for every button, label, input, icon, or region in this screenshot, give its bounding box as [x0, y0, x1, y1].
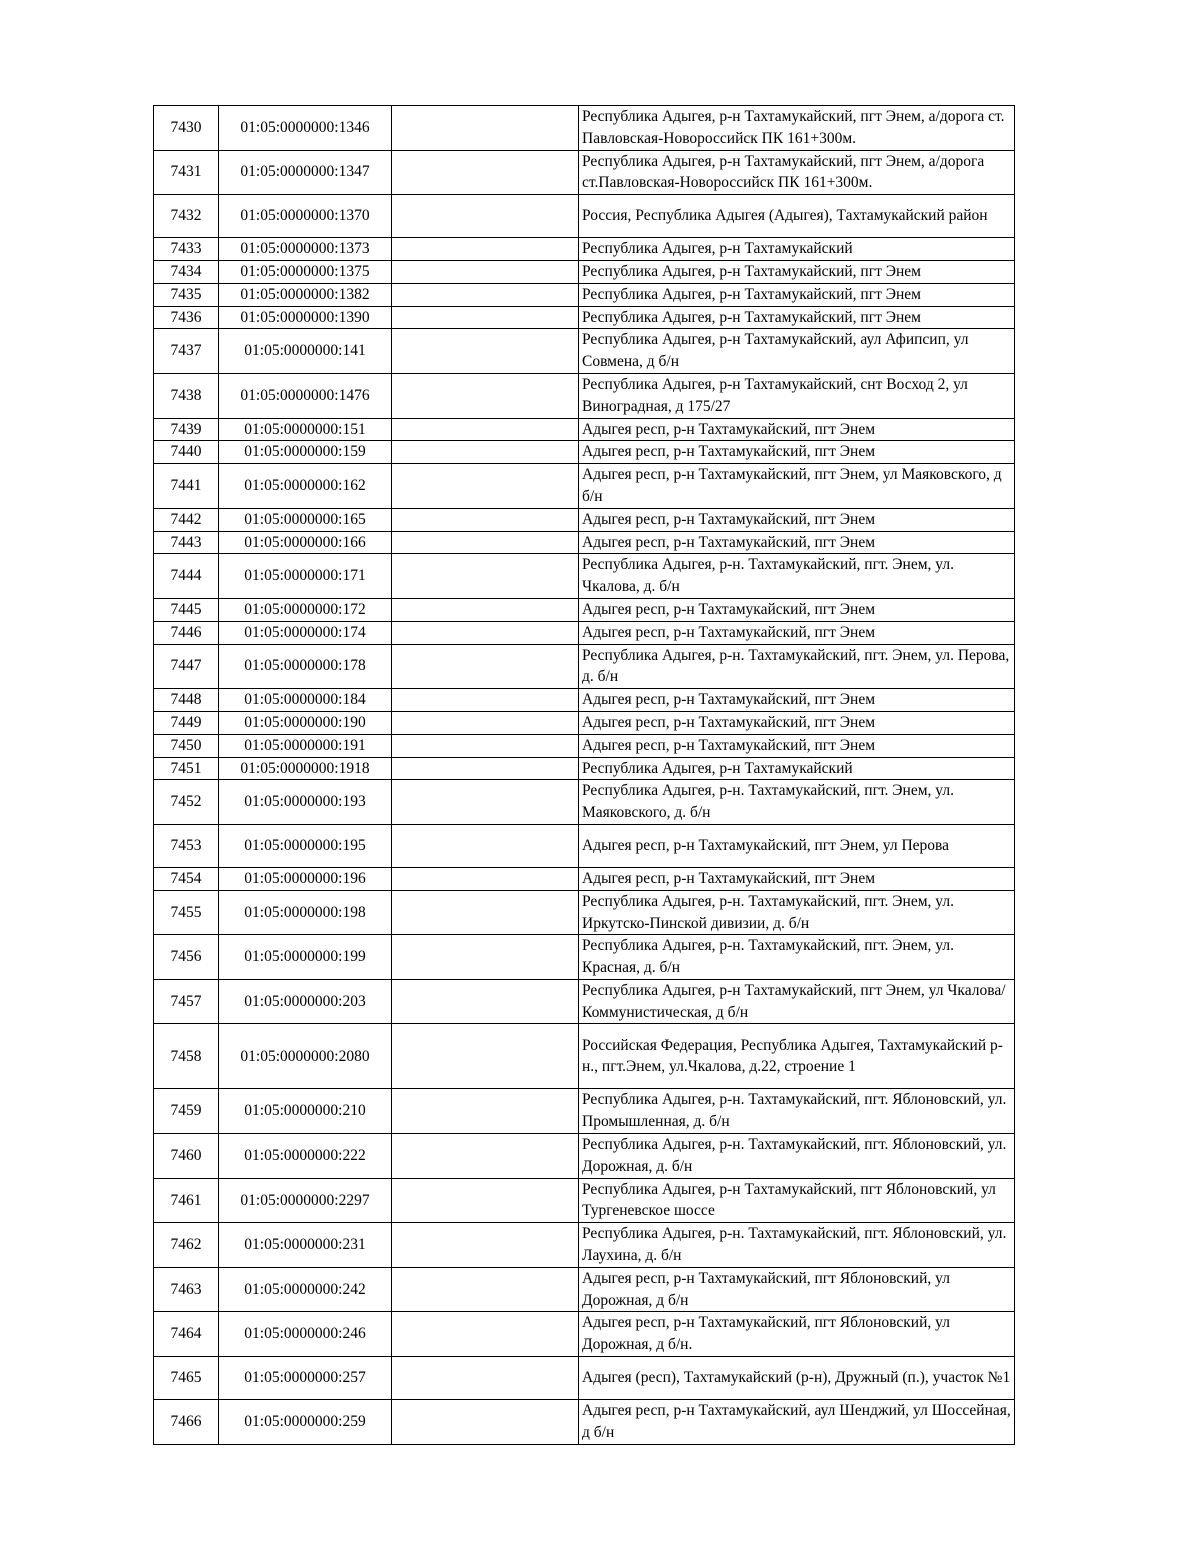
- address-cell: Республика Адыгея, р-н Тахтамукайский, снт Восход 2, ул Виноградная, д 175/27: [579, 373, 1015, 418]
- table-row: [154, 824, 1015, 867]
- row-number-cell: 7443: [154, 531, 219, 554]
- row-number-cell: 7438: [154, 373, 219, 418]
- empty-cell: [392, 598, 579, 621]
- row-number-cell: 7448: [154, 689, 219, 712]
- row-number-cell: 7461: [154, 1178, 219, 1223]
- cadastral-number-cell: 01:05:0000000:191: [219, 734, 392, 757]
- empty-cell: [392, 373, 579, 418]
- table-row: [154, 106, 1015, 151]
- cadastral-number-cell: 01:05:0000000:259: [219, 1400, 392, 1445]
- table-row: [154, 1400, 1015, 1445]
- empty-cell: [392, 329, 579, 374]
- cadastral-number-cell: 01:05:0000000:178: [219, 644, 392, 689]
- empty-cell: [392, 757, 579, 780]
- address-cell: Адыгея респ, р-н Тахтамукайский, пгт Яблоновский, ул Дорожная, д б/н.: [579, 1312, 1015, 1357]
- cadastral-number-cell: 01:05:0000000:184: [219, 689, 392, 712]
- row-number-cell: 7434: [154, 260, 219, 283]
- empty-cell: [392, 780, 579, 825]
- empty-cell: [392, 283, 579, 306]
- row-number-cell: 7445: [154, 598, 219, 621]
- row-number-cell: 7440: [154, 441, 219, 464]
- address-cell: Республика Адыгея, р-н. Тахтамукайский, пгт. Яблоновский, ул. Лаухина, д. б/н: [579, 1223, 1015, 1268]
- table-row: [154, 979, 1015, 1024]
- address-cell: Адыгея респ, р-н Тахтамукайский, пгт Энем: [579, 689, 1015, 712]
- cadastral-number-cell: 01:05:0000000:196: [219, 867, 392, 890]
- row-number-cell: 7432: [154, 195, 219, 238]
- address-cell: Адыгея респ, р-н Тахтамукайский, пгт Энем, ул Перова: [579, 824, 1015, 867]
- cadastral-number-cell: 01:05:0000000:159: [219, 441, 392, 464]
- row-number-cell: 7465: [154, 1357, 219, 1400]
- cadastral-number-cell: 01:05:0000000:242: [219, 1267, 392, 1312]
- table-row: [154, 373, 1015, 418]
- address-cell: Республика Адыгея, р-н. Тахтамукайский, пгт. Энем, ул. Иркутско-Пинской дивизии, д. б/н: [579, 890, 1015, 935]
- table-row: [154, 1312, 1015, 1357]
- row-number-cell: 7437: [154, 329, 219, 374]
- cadastral-number-cell: 01:05:0000000:162: [219, 464, 392, 509]
- cadastral-number-cell: 01:05:0000000:172: [219, 598, 392, 621]
- empty-cell: [392, 1312, 579, 1357]
- cadastral-number-cell: 01:05:0000000:165: [219, 508, 392, 531]
- empty-cell: [392, 106, 579, 151]
- address-cell: Республика Адыгея, р-н Тахтамукайский, пгт Энем: [579, 260, 1015, 283]
- table-row: [154, 734, 1015, 757]
- empty-cell: [392, 260, 579, 283]
- table-row: [154, 757, 1015, 780]
- row-number-cell: 7462: [154, 1223, 219, 1268]
- table-row: [154, 238, 1015, 261]
- empty-cell: [392, 711, 579, 734]
- table-row: [154, 306, 1015, 329]
- address-cell: Адыгея респ, р-н Тахтамукайский, пгт Энем: [579, 508, 1015, 531]
- row-number-cell: 7453: [154, 824, 219, 867]
- address-cell: Адыгея респ, р-н Тахтамукайский, пгт Энем: [579, 734, 1015, 757]
- table-row: [154, 644, 1015, 689]
- empty-cell: [392, 824, 579, 867]
- cadastral-number-cell: 01:05:0000000:1346: [219, 106, 392, 151]
- row-number-cell: 7442: [154, 508, 219, 531]
- row-number-cell: 7459: [154, 1089, 219, 1134]
- table-row: [154, 1089, 1015, 1134]
- cadastral-number-cell: 01:05:0000000:174: [219, 621, 392, 644]
- address-cell: Адыгея респ, р-н Тахтамукайский, пгт Энем, ул Маяковского, д б/н: [579, 464, 1015, 509]
- cadastral-number-cell: 01:05:0000000:193: [219, 780, 392, 825]
- table-row: [154, 554, 1015, 599]
- cadastral-number-cell: 01:05:0000000:151: [219, 418, 392, 441]
- address-cell: Адыгея респ, р-н Тахтамукайский, пгт Энем: [579, 531, 1015, 554]
- row-number-cell: 7457: [154, 979, 219, 1024]
- table-row: [154, 283, 1015, 306]
- cadastral-number-cell: 01:05:0000000:171: [219, 554, 392, 599]
- table-row: [154, 780, 1015, 825]
- table-row: [154, 867, 1015, 890]
- empty-cell: [392, 418, 579, 441]
- empty-cell: [392, 689, 579, 712]
- row-number-cell: 7458: [154, 1024, 219, 1089]
- cadastral-number-cell: 01:05:0000000:1347: [219, 150, 392, 195]
- cadastral-number-cell: 01:05:0000000:1375: [219, 260, 392, 283]
- cadastral-number-cell: 01:05:0000000:246: [219, 1312, 392, 1357]
- table-row: [154, 1178, 1015, 1223]
- row-number-cell: 7460: [154, 1134, 219, 1179]
- row-number-cell: 7439: [154, 418, 219, 441]
- address-cell: Адыгея (респ), Тахтамукайский (р-н), Дружный (п.), участок №1: [579, 1357, 1015, 1400]
- table-row: [154, 1134, 1015, 1179]
- address-cell: Адыгея респ, р-н Тахтамукайский, пгт Энем: [579, 867, 1015, 890]
- row-number-cell: 7444: [154, 554, 219, 599]
- address-cell: Адыгея респ, р-н Тахтамукайский, пгт Энем: [579, 621, 1015, 644]
- cadastral-number-cell: 01:05:0000000:222: [219, 1134, 392, 1179]
- row-number-cell: 7435: [154, 283, 219, 306]
- row-number-cell: 7446: [154, 621, 219, 644]
- table-row: [154, 195, 1015, 238]
- empty-cell: [392, 1357, 579, 1400]
- row-number-cell: 7436: [154, 306, 219, 329]
- empty-cell: [392, 1024, 579, 1089]
- row-number-cell: 7450: [154, 734, 219, 757]
- address-cell: Республика Адыгея, р-н Тахтамукайский, аул Афипсип, ул Совмена, д б/н: [579, 329, 1015, 374]
- cadastral-number-cell: 01:05:0000000:195: [219, 824, 392, 867]
- table-row: [154, 464, 1015, 509]
- empty-cell: [392, 1178, 579, 1223]
- address-cell: Республика Адыгея, р-н. Тахтамукайский, пгт. Энем, ул. Чкалова, д. б/н: [579, 554, 1015, 599]
- table-row: [154, 531, 1015, 554]
- cadastral-records-table: [153, 105, 1015, 1445]
- address-cell: Адыгея респ, р-н Тахтамукайский, пгт Энем: [579, 441, 1015, 464]
- empty-cell: [392, 1134, 579, 1179]
- address-cell: Республика Адыгея, р-н. Тахтамукайский, пгт. Энем, ул. Маяковского, д. б/н: [579, 780, 1015, 825]
- row-number-cell: 7431: [154, 150, 219, 195]
- cadastral-number-cell: 01:05:0000000:1370: [219, 195, 392, 238]
- table-row: [154, 621, 1015, 644]
- row-number-cell: 7447: [154, 644, 219, 689]
- empty-cell: [392, 1400, 579, 1445]
- address-cell: Россия, Республика Адыгея (Адыгея), Тахтамукайский район: [579, 195, 1015, 238]
- empty-cell: [392, 935, 579, 980]
- table-row: [154, 598, 1015, 621]
- cadastral-number-cell: 01:05:0000000:2297: [219, 1178, 392, 1223]
- cadastral-number-cell: 01:05:0000000:1390: [219, 306, 392, 329]
- row-number-cell: 7433: [154, 238, 219, 261]
- table-row: [154, 935, 1015, 980]
- cadastral-number-cell: 01:05:0000000:198: [219, 890, 392, 935]
- empty-cell: [392, 644, 579, 689]
- address-cell: Российская Федерация, Республика Адыгея, Тахтамукайский р-н., пгт.Энем, ул.Чкалова, д.22, строение 1: [579, 1024, 1015, 1089]
- row-number-cell: 7454: [154, 867, 219, 890]
- cadastral-number-cell: 01:05:0000000:2080: [219, 1024, 392, 1089]
- address-cell: Адыгея респ, р-н Тахтамукайский, пгт Энем: [579, 711, 1015, 734]
- row-number-cell: 7463: [154, 1267, 219, 1312]
- cadastral-number-cell: 01:05:0000000:210: [219, 1089, 392, 1134]
- address-cell: Республика Адыгея, р-н. Тахтамукайский, пгт. Яблоновский, ул. Дорожная, д. б/н: [579, 1134, 1015, 1179]
- address-cell: Адыгея респ, р-н Тахтамукайский, пгт Энем: [579, 418, 1015, 441]
- address-cell: Республика Адыгея, р-н Тахтамукайский: [579, 757, 1015, 780]
- empty-cell: [392, 531, 579, 554]
- table-row: [154, 329, 1015, 374]
- cadastral-number-cell: 01:05:0000000:190: [219, 711, 392, 734]
- empty-cell: [392, 1089, 579, 1134]
- table-row: [154, 1024, 1015, 1089]
- row-number-cell: 7451: [154, 757, 219, 780]
- address-cell: Республика Адыгея, р-н. Тахтамукайский, пгт. Энем, ул. Перова, д. б/н: [579, 644, 1015, 689]
- empty-cell: [392, 150, 579, 195]
- table-row: [154, 508, 1015, 531]
- cadastral-number-cell: 01:05:0000000:257: [219, 1357, 392, 1400]
- empty-cell: [392, 890, 579, 935]
- cadastral-number-cell: 01:05:0000000:203: [219, 979, 392, 1024]
- row-number-cell: 7456: [154, 935, 219, 980]
- empty-cell: [392, 238, 579, 261]
- row-number-cell: 7441: [154, 464, 219, 509]
- empty-cell: [392, 441, 579, 464]
- table-row: [154, 711, 1015, 734]
- empty-cell: [392, 734, 579, 757]
- table-row: [154, 418, 1015, 441]
- table-row: [154, 150, 1015, 195]
- empty-cell: [392, 621, 579, 644]
- address-cell: Республика Адыгея, р-н Тахтамукайский, пгт Энем, а/дорога ст. Павловская-Новороссийск ПК 161+300м.: [579, 106, 1015, 151]
- cadastral-number-cell: 01:05:0000000:166: [219, 531, 392, 554]
- address-cell: Республика Адыгея, р-н Тахтамукайский, пгт Энем: [579, 306, 1015, 329]
- empty-cell: [392, 464, 579, 509]
- address-cell: Адыгея респ, р-н Тахтамукайский, пгт Яблоновский, ул Дорожная, д б/н: [579, 1267, 1015, 1312]
- address-cell: Адыгея респ, р-н Тахтамукайский, пгт Энем: [579, 598, 1015, 621]
- empty-cell: [392, 1267, 579, 1312]
- row-number-cell: 7430: [154, 106, 219, 151]
- cadastral-number-cell: 01:05:0000000:1918: [219, 757, 392, 780]
- table-row: [154, 441, 1015, 464]
- address-cell: Республика Адыгея, р-н Тахтамукайский, пгт Энем: [579, 283, 1015, 306]
- cadastral-number-cell: 01:05:0000000:141: [219, 329, 392, 374]
- cadastral-number-cell: 01:05:0000000:1382: [219, 283, 392, 306]
- row-number-cell: 7455: [154, 890, 219, 935]
- table-row: [154, 1267, 1015, 1312]
- table-row: [154, 260, 1015, 283]
- empty-cell: [392, 306, 579, 329]
- row-number-cell: 7466: [154, 1400, 219, 1445]
- empty-cell: [392, 867, 579, 890]
- address-cell: Республика Адыгея, р-н Тахтамукайский: [579, 238, 1015, 261]
- table-row: [154, 890, 1015, 935]
- cadastral-number-cell: 01:05:0000000:199: [219, 935, 392, 980]
- cadastral-records-body: [154, 106, 1015, 1445]
- cadastral-number-cell: 01:05:0000000:1476: [219, 373, 392, 418]
- empty-cell: [392, 195, 579, 238]
- empty-cell: [392, 554, 579, 599]
- row-number-cell: 7452: [154, 780, 219, 825]
- table-row: [154, 1223, 1015, 1268]
- address-cell: Республика Адыгея, р-н Тахтамукайский, пгт Энем, а/дорога ст.Павловская-Новороссийск ПК 161+300м.: [579, 150, 1015, 195]
- row-number-cell: 7464: [154, 1312, 219, 1357]
- empty-cell: [392, 979, 579, 1024]
- empty-cell: [392, 508, 579, 531]
- address-cell: Республика Адыгея, р-н Тахтамукайский, пгт Энем, ул Чкалова/Коммунистическая, д б/н: [579, 979, 1015, 1024]
- address-cell: Адыгея респ, р-н Тахтамукайский, аул Шенджий, ул Шоссейная, д б/н: [579, 1400, 1015, 1445]
- address-cell: Республика Адыгея, р-н Тахтамукайский, пгт Яблоновский, ул Тургеневское шоссе: [579, 1178, 1015, 1223]
- address-cell: Республика Адыгея, р-н. Тахтамукайский, пгт. Яблоновский, ул. Промышленная, д. б/н: [579, 1089, 1015, 1134]
- cadastral-number-cell: 01:05:0000000:1373: [219, 238, 392, 261]
- table-row: [154, 689, 1015, 712]
- address-cell: Республика Адыгея, р-н. Тахтамукайский, пгт. Энем, ул. Красная, д. б/н: [579, 935, 1015, 980]
- table-row: [154, 1357, 1015, 1400]
- cadastral-number-cell: 01:05:0000000:231: [219, 1223, 392, 1268]
- row-number-cell: 7449: [154, 711, 219, 734]
- empty-cell: [392, 1223, 579, 1268]
